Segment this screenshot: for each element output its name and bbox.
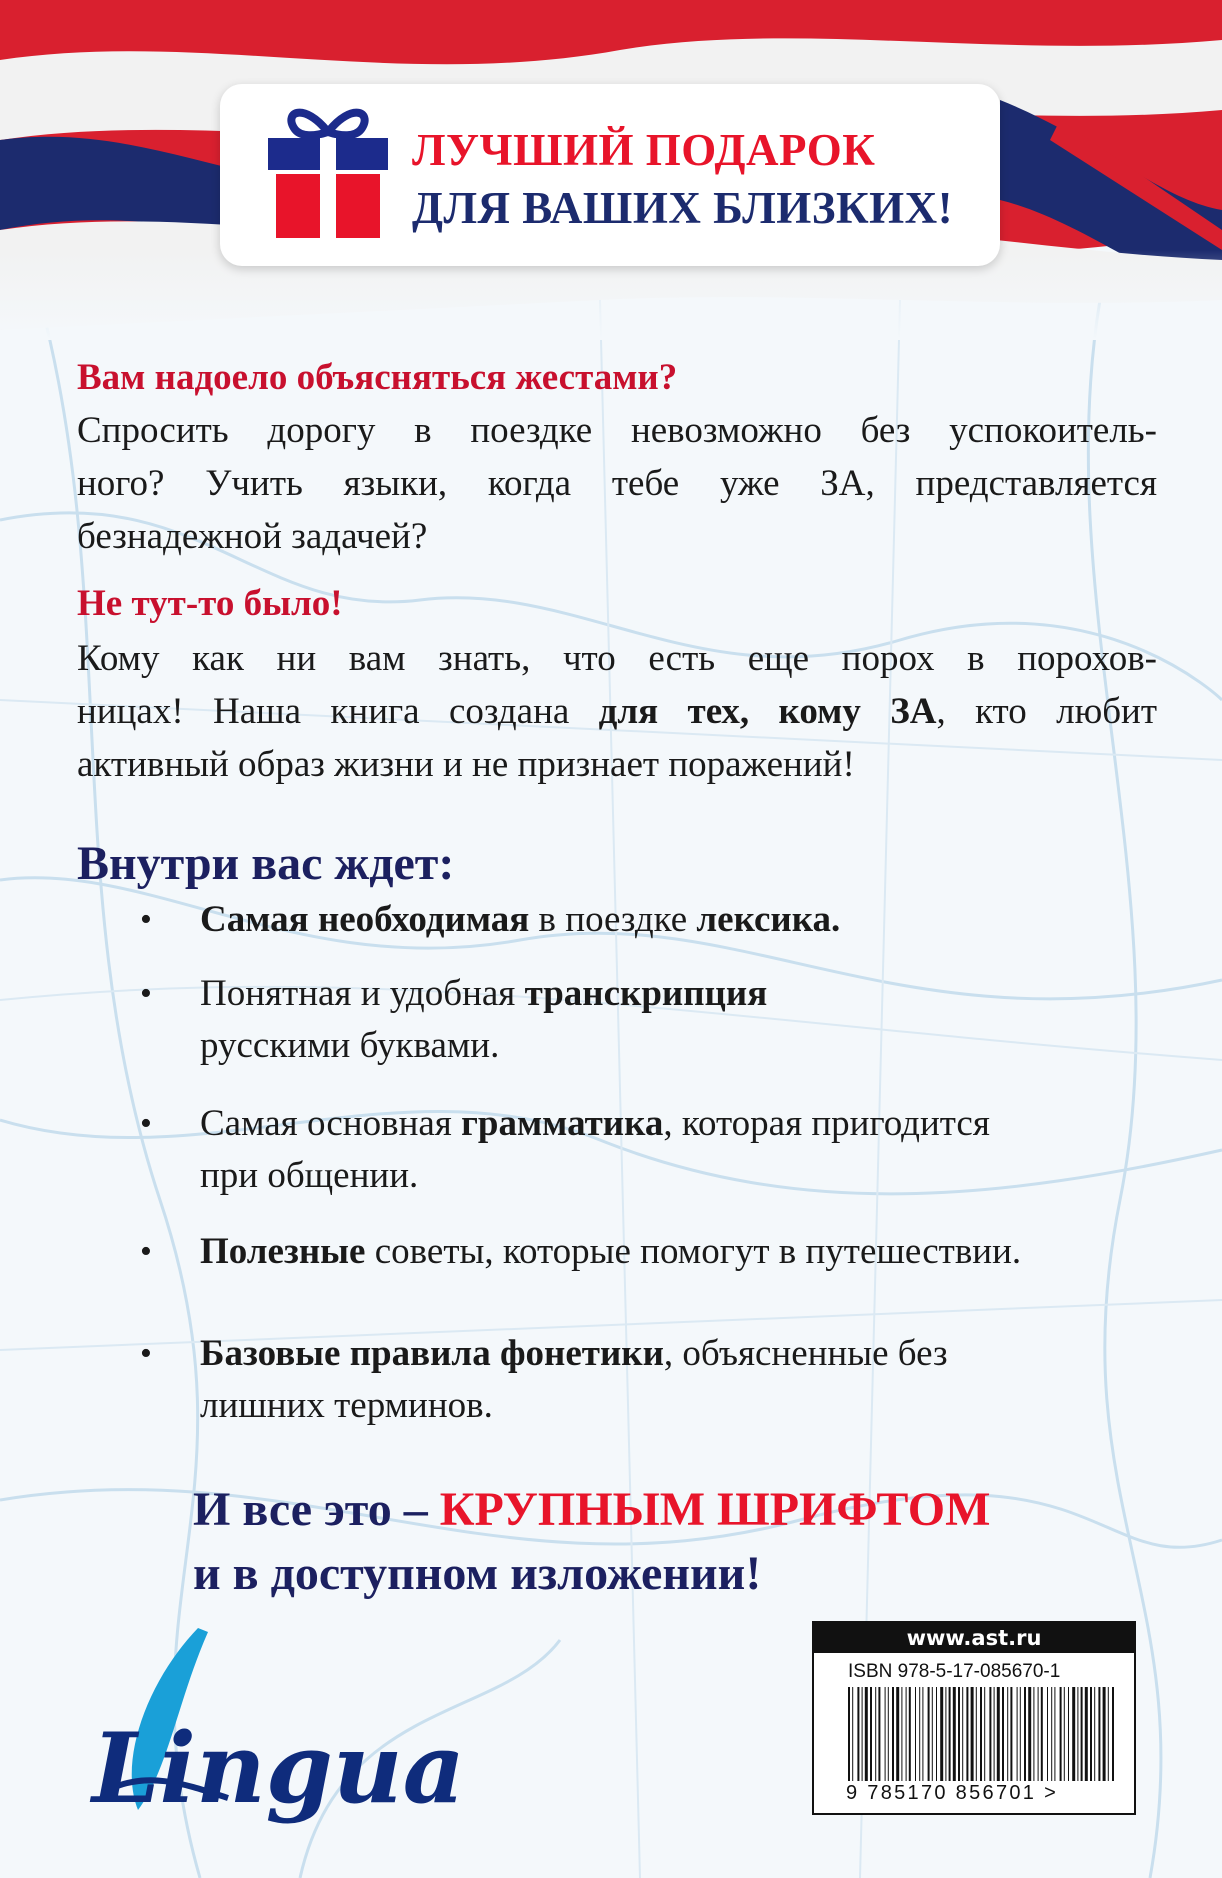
barcode-stripe — [875, 1687, 876, 1781]
barcode-stripe — [1090, 1687, 1092, 1781]
barcode-stripe — [1108, 1687, 1109, 1781]
barcode-stripe — [1038, 1687, 1039, 1781]
barcode-stripe — [980, 1687, 982, 1781]
intro-line: безнадежной задачей? — [77, 516, 428, 557]
barcode-stripe — [966, 1687, 968, 1781]
barcode-stripe — [1077, 1687, 1078, 1781]
barcode-stripe — [1020, 1687, 1021, 1781]
barcode-stripe — [989, 1687, 991, 1781]
lingua-logo — [78, 1620, 465, 1825]
intro-paragraph — [77, 404, 1157, 563]
barcode-stripe — [906, 1687, 907, 1781]
barcode-stripe — [857, 1687, 859, 1781]
large-print-statement-line2: и в доступном изложении! — [193, 1547, 762, 1600]
barcode-stripe — [1010, 1687, 1012, 1781]
website-label: www.ast.ru — [814, 1623, 1134, 1653]
barcode-stripe — [862, 1687, 863, 1781]
barcode-digits: 9 785170 856701 > — [846, 1782, 1059, 1804]
bullet-icon: • — [140, 901, 152, 938]
description-line: Кому как ни вам знать, что есть еще порох в порохов- — [77, 638, 1157, 679]
barcode-stripe — [1072, 1687, 1075, 1781]
barcode-stripe — [885, 1687, 886, 1781]
barcode-stripe — [940, 1687, 943, 1781]
intro-line: Спросить дорогу в поездке невозможно без успокоитель- — [77, 410, 1157, 451]
barcode-stripe — [1064, 1687, 1065, 1781]
bullet-icon: • — [140, 1335, 152, 1372]
barcode-stripe — [1017, 1687, 1018, 1781]
bullet-icon: • — [140, 975, 152, 1012]
bullet-icon: • — [140, 1105, 152, 1142]
description-line: активный образ жизни и не признает поражений! — [77, 744, 855, 785]
barcode-stripe — [1068, 1687, 1069, 1781]
bullet-icon: • — [140, 1233, 152, 1270]
barcode-stripe — [984, 1687, 985, 1781]
barcode-stripe — [848, 1687, 850, 1781]
barcode-stripe — [997, 1687, 1000, 1781]
barcode-stripe — [932, 1687, 933, 1781]
gift-icon — [264, 102, 392, 242]
book-description-paragraph — [77, 632, 1157, 791]
barcode-stripe — [1103, 1687, 1106, 1781]
barcode-stripe — [1085, 1687, 1088, 1781]
barcode-stripe — [1060, 1687, 1062, 1781]
isbn-label: ISBN 978-5-17-085670-1 — [848, 1661, 1061, 1682]
barcode-stripe — [865, 1687, 868, 1781]
barcode-stripe — [971, 1687, 974, 1781]
large-print-emphasis: КРУПНЫМ ШРИФТОМ — [439, 1483, 991, 1536]
barcode-stripe — [870, 1687, 872, 1781]
barcode-stripe — [976, 1687, 977, 1781]
barcode-stripe — [962, 1687, 963, 1781]
barcode-stripe — [915, 1687, 916, 1781]
barcode-stripe — [909, 1687, 911, 1781]
barcode-stripe — [901, 1687, 902, 1781]
target-audience-emphasis: для тех, кому ЗА — [598, 691, 937, 732]
barcode-stripe — [1028, 1687, 1031, 1781]
barcode-stripe — [896, 1687, 899, 1781]
barcode-stripe — [1051, 1687, 1052, 1781]
barcode-stripe — [958, 1687, 960, 1781]
barcode-stripe — [922, 1687, 923, 1781]
barcode-stripe — [1081, 1687, 1083, 1781]
barcode-stripe — [1047, 1687, 1048, 1781]
barcode-stripe — [1002, 1687, 1004, 1781]
barcode-stripe — [994, 1687, 995, 1781]
barcode-stripe — [945, 1687, 946, 1781]
barcode-bars — [848, 1687, 1118, 1781]
barcode-stripe — [928, 1687, 930, 1781]
lingua-logo-text: Lingua — [92, 1712, 465, 1825]
barcode-stripe — [919, 1687, 920, 1781]
barcode-stripe — [953, 1687, 956, 1781]
barcode-stripe — [1041, 1687, 1043, 1781]
barcode-stripe — [1094, 1687, 1095, 1781]
barcode-stripe — [1033, 1687, 1034, 1781]
question-heading: Вам надоело объясняться жестами? — [77, 357, 678, 398]
barcode-stripe — [1024, 1687, 1026, 1781]
barcode-stripe — [892, 1687, 894, 1781]
barcode-stripe — [852, 1687, 853, 1781]
intro-line: ного? Учить языки, когда тебе уже ЗА, представляется — [77, 463, 1157, 504]
barcode-stripe — [1007, 1687, 1008, 1781]
exclamation-heading: Не тут-то было! — [77, 583, 343, 624]
barcode-block — [812, 1621, 1136, 1815]
barcode-stripe — [949, 1687, 951, 1781]
description-line: ницах! Наша книга создана для тех, кому ЗА, кто любит — [77, 691, 1157, 732]
barcode-stripe — [1054, 1687, 1055, 1781]
banner-title-line1: ЛУЧШИЙ ПОДАРОК — [412, 125, 876, 175]
inside-heading: Внутри вас ждет: — [77, 837, 455, 890]
barcode-stripe — [1112, 1687, 1114, 1781]
gift-banner — [220, 84, 1000, 266]
barcode-stripe — [888, 1687, 889, 1781]
banner-title-line2: ДЛЯ ВАШИХ БЛИЗКИХ! — [412, 183, 954, 233]
large-print-statement-line1: И все это – КРУПНЫМ ШРИФТОМ — [193, 1483, 991, 1536]
barcode-stripe — [878, 1687, 880, 1781]
barcode-stripe — [1098, 1687, 1100, 1781]
barcode-stripe — [936, 1687, 937, 1781]
